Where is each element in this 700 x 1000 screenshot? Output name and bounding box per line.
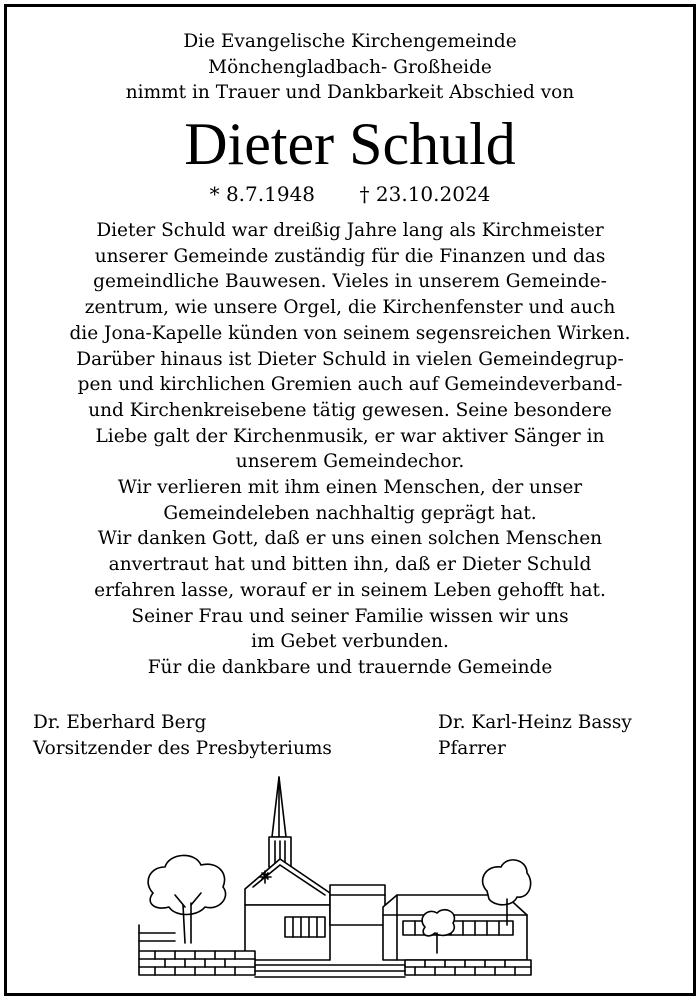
intro-block [7,29,693,106]
birth-date: * 8.7.1948 [209,182,316,206]
body-line: Für die dankbare und trauernde Gemeinde [147,656,553,678]
obituary-frame [4,4,696,996]
body-line: Wir verlieren mit ihm einen Menschen, der unser [117,477,583,499]
body-line: Wir danken Gott, daß er uns einen solchen Menschen [97,528,603,550]
body-line: und Kirchenkreisebene tätig gewesen. Seine besondere [88,399,612,421]
body-line: Darüber hinaus ist Dieter Schuld in vielen Gemeindegrup- [76,348,624,370]
body-line: anvertraut hat und bitten ihn, daß er Dieter Schuld [108,554,592,576]
signer-name: Dr. Eberhard Berg [33,712,207,733]
intro-line: Die Evangelische Kirchengemeinde [183,31,517,52]
body-line: die Jona-Kapelle künden von seinem segensreichen Wirken. [69,322,631,344]
body-line: Seiner Frau und seiner Familie wissen wir uns [131,605,569,627]
signature-right [438,710,632,762]
body-line: Gemeindeleben nachhaltig geprägt hat. [163,502,537,524]
intro-line: Mönchengladbach- Großheide [208,56,492,78]
signer-name: Dr. Karl-Heinz Bassy [438,712,632,733]
signer-role: Pfarrer [438,738,506,759]
intro-line: nimmt in Trauer und Dankbarkeit Abschied von [125,82,575,103]
life-dates [7,181,693,207]
body-line: pen und kirchlichen Gremien auch auf Gemeindeverband- [77,374,623,396]
death-date: † 23.10.2024 [359,182,491,206]
body-line: unserem Gemeindechor. [235,451,465,473]
body-line: Dieter Schuld war dreißig Jahre lang als Kirchmeister [96,220,604,241]
obituary-body [7,218,693,681]
signature-left [33,710,332,762]
body-line: erfahren lasse, worauf er in seinem Leben gehofft hat. [94,579,606,601]
body-line: unserer Gemeinde zuständig für die Finanzen und das [94,245,606,267]
church-drawing-icon [135,775,535,985]
body-line: Liebe galt der Kirchenmusik, er war aktiver Sänger in [95,425,605,447]
signer-role: Vorsitzender des Presbyteriums [33,738,332,759]
body-line: gemeindliche Bauwesen. Vieles in unserem Gemeinde- [93,271,607,293]
deceased-name: Dieter Schuld [184,111,516,177]
body-line: zentrum, wie unsere Orgel, die Kirchenfenster und auch [84,297,616,319]
body-line: im Gebet verbunden. [251,631,449,653]
